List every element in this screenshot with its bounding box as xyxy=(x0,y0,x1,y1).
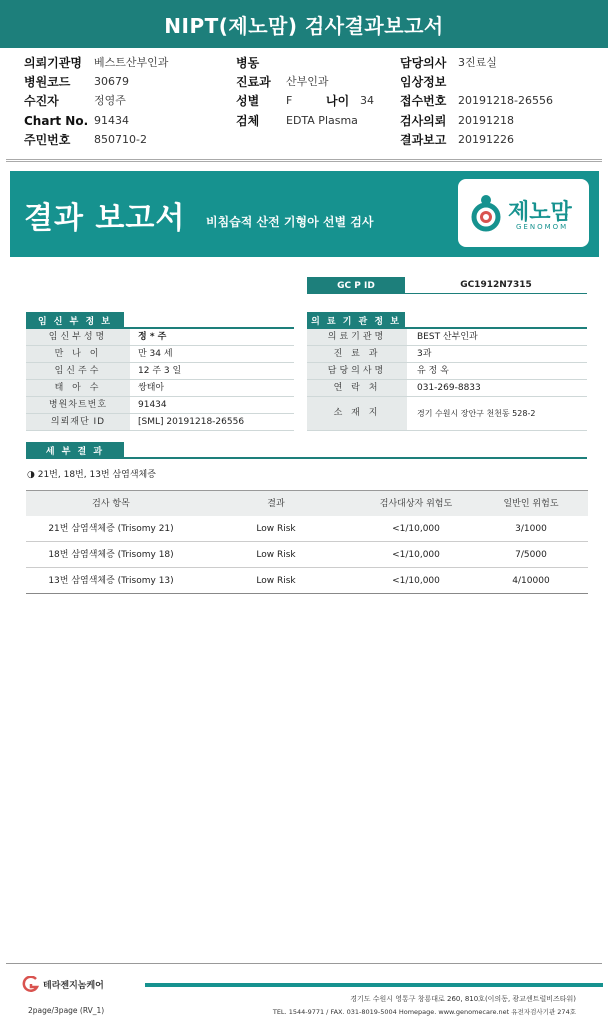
field-value: 850710-2 xyxy=(94,133,147,146)
table-row xyxy=(26,380,294,397)
banner-subtitle: 비침습적 산전 기형아 선별 검사 xyxy=(206,215,374,229)
general-risk: 4/10000 xyxy=(512,576,550,586)
logo-text: 제노맘 xyxy=(508,200,572,225)
row-value: BEST 산부인과 xyxy=(417,332,478,342)
table-row xyxy=(307,380,587,397)
table-row xyxy=(307,346,587,363)
field-label: 임상정보 xyxy=(400,75,447,89)
test-result: Low Risk xyxy=(256,576,296,586)
column-header: 일반인 위험도 xyxy=(503,499,559,509)
genomom-logo-icon xyxy=(468,193,504,233)
field-label: Chart No. xyxy=(24,114,89,128)
row-value: 쌍태아 xyxy=(138,383,165,393)
gcp-id-label: GC P ID xyxy=(307,277,405,294)
company-contact: TEL. 1544-9771 / FAX. 031-8019-5004 Homepage. www.genomecare.net 유전자검사기관 274호 xyxy=(272,1008,576,1016)
field-value: 30679 xyxy=(94,75,129,88)
field-label: 담당의사 xyxy=(400,56,447,70)
row-value: 3과 xyxy=(417,349,432,359)
genomom-logo xyxy=(458,179,589,247)
footer-bar xyxy=(145,983,603,987)
half-circle-icon: ◑ xyxy=(27,470,35,480)
table-row xyxy=(26,329,294,346)
field-value: 베스트산부인과 xyxy=(94,56,169,69)
table-row xyxy=(307,397,587,431)
field-label: 결과보고 xyxy=(400,133,447,147)
field-value: 20191226 xyxy=(458,133,514,146)
row-label: 임신주수 xyxy=(26,363,130,379)
column-header: 검사 항목 xyxy=(92,499,130,509)
company-address: 경기도 수원시 영통구 창룡대로 260, 810호(이의동, 광교센트럴비즈타워) xyxy=(350,995,576,1003)
field-value: EDTA Plasma xyxy=(286,114,358,127)
row-value: 유 정 옥 xyxy=(417,366,449,376)
logo-subtext: GENOMOM xyxy=(516,223,569,231)
table-row xyxy=(307,363,587,380)
row-value: 12 주 3 일 xyxy=(138,366,182,376)
page-title: NIPT(제노맘) 검사결과보고서 xyxy=(0,0,608,48)
subject-text: 21번, 18번, 13번 삼염색체증 xyxy=(37,470,156,480)
row-label: 진 료 과 xyxy=(307,346,407,362)
field-label: 주민번호 xyxy=(24,133,71,147)
table-row xyxy=(26,516,588,542)
gcp-id-value: GC1912N7315 xyxy=(405,277,587,294)
field-value: 20191218-26556 xyxy=(458,94,553,107)
header-row xyxy=(24,92,594,110)
test-item: 21번 삼염색체증 (Trisomy 21) xyxy=(48,524,174,534)
table-row xyxy=(26,542,588,568)
table-row xyxy=(26,568,588,594)
field-label: 나이 xyxy=(326,94,350,108)
field-value: 정영주 xyxy=(94,94,126,107)
field-value: 3진료실 xyxy=(458,56,497,69)
header-row xyxy=(24,73,594,91)
table-row xyxy=(307,329,587,346)
field-label: 의뢰기관명 xyxy=(24,56,82,70)
table-row xyxy=(26,363,294,380)
table-row xyxy=(26,414,294,431)
report-banner xyxy=(10,171,599,257)
row-label: 의뢰재단 ID xyxy=(26,414,130,430)
row-label: 연 락 처 xyxy=(307,380,407,396)
row-label: 임신부성명 xyxy=(26,329,130,345)
test-result: Low Risk xyxy=(256,550,296,560)
field-label: 병동 xyxy=(236,56,260,70)
company-logo xyxy=(22,976,104,992)
section-underline xyxy=(26,457,587,459)
field-label: 접수번호 xyxy=(400,94,447,108)
field-value: 34 xyxy=(360,94,374,107)
row-label: 태 아 수 xyxy=(26,380,130,396)
row-label: 담당의사명 xyxy=(307,363,407,379)
results-table-header xyxy=(26,490,588,516)
field-value: 91434 xyxy=(94,114,129,127)
row-label: 의료기관명 xyxy=(307,329,407,345)
column-header: 결과 xyxy=(267,499,285,509)
field-label: 수진자 xyxy=(24,94,59,108)
patient-section-title: 임 신 부 정 보 xyxy=(26,312,124,328)
row-value: 정 * 주 xyxy=(138,332,167,342)
header-divider xyxy=(6,159,602,162)
field-value: 20191218 xyxy=(458,114,514,127)
page-number: 2page/3page (RV_1) xyxy=(28,1006,105,1015)
field-value: 산부인과 xyxy=(286,75,329,88)
results-section-title: 세 부 결 과 xyxy=(26,442,124,458)
field-label: 검체 xyxy=(236,114,260,128)
general-risk: 3/1000 xyxy=(515,524,547,534)
header-row xyxy=(24,112,594,130)
column-header: 검사대상자 위험도 xyxy=(379,499,453,509)
test-result: Low Risk xyxy=(256,524,296,534)
row-value: [SML] 20191218-26556 xyxy=(138,417,245,427)
test-item: 13번 삼염색체증 (Trisomy 13) xyxy=(48,576,174,586)
company-logo-icon xyxy=(22,976,40,992)
field-value: F xyxy=(286,94,293,107)
row-label: 소 재 지 xyxy=(307,397,407,430)
row-value: 경기 수원시 장안구 천천동 528-2 xyxy=(417,409,536,418)
header-row xyxy=(24,131,594,149)
company-name: 테라젠지놈케어 xyxy=(43,980,104,991)
hospital-info-table xyxy=(307,329,587,431)
subject-risk: <1/10,000 xyxy=(392,524,440,534)
field-label: 진료과 xyxy=(236,75,271,89)
test-item: 18번 삼염색체증 (Trisomy 18) xyxy=(48,550,174,560)
table-row xyxy=(26,397,294,414)
row-value: 만 34 세 xyxy=(138,349,173,359)
field-label: 병원코드 xyxy=(24,75,71,89)
general-risk: 7/5000 xyxy=(515,550,547,560)
row-value: 91434 xyxy=(138,400,167,410)
field-label: 검사의뢰 xyxy=(400,114,447,128)
subject-risk: <1/10,000 xyxy=(392,550,440,560)
field-label: 성별 xyxy=(236,94,260,108)
table-row xyxy=(26,346,294,363)
results-subject xyxy=(27,467,156,480)
subject-risk: <1/10,000 xyxy=(392,576,440,586)
patient-info-table xyxy=(26,329,294,431)
banner-title: 결과 보고서 xyxy=(24,201,186,236)
header-row xyxy=(24,54,594,72)
row-value: 031-269-8833 xyxy=(417,383,481,393)
hospital-section-title: 의 료 기 관 정 보 xyxy=(307,312,405,328)
row-label: 병원차트번호 xyxy=(26,397,130,413)
footer-divider xyxy=(6,963,602,964)
row-label: 만 나 이 xyxy=(26,346,130,362)
